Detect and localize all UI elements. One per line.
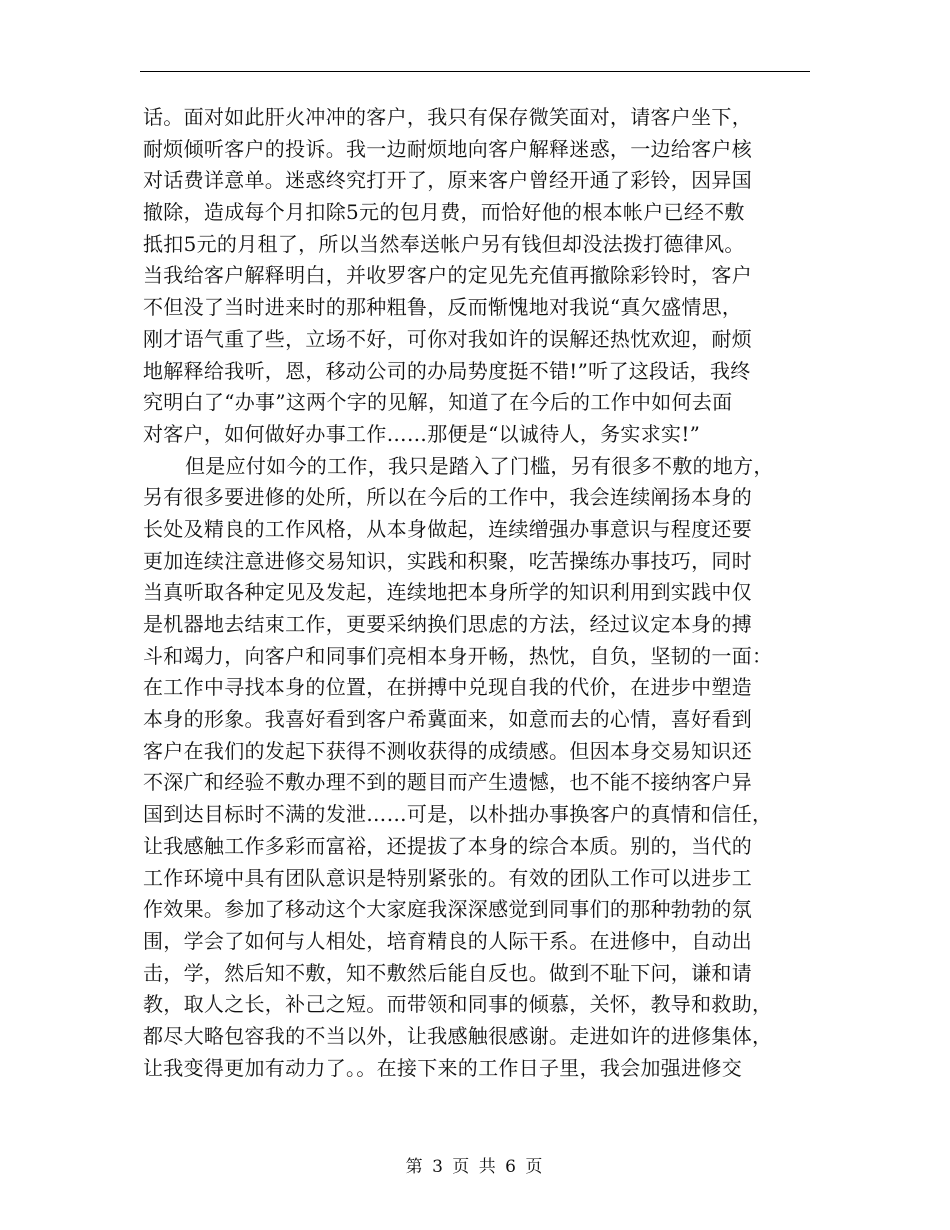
text-line: 另有很多要进修的处所，所以在今后的工作中，我会连续阐扬本身的 bbox=[143, 485, 752, 510]
text-line: 工作环境中具有团队意识是特别紧张的。有效的团队工作可以进步工 bbox=[143, 865, 752, 890]
text-line: 撤除，造成每个月扣除5元的包月费，而恰好他的根本帐户已经不敷 bbox=[143, 200, 745, 225]
text-line: 长处及精良的工作风格，从本身做起，连续缯强办事意识与程度还要 bbox=[143, 516, 752, 541]
text-line: 耐烦倾听客户的投诉。我一边耐烦地向客户解释迷惑，一边给客户核 bbox=[143, 136, 752, 161]
document-body bbox=[143, 102, 813, 1084]
text-line: 话。面对如此肝火冲冲的客户，我只有保存微笑面对，请客户坐下， bbox=[143, 105, 752, 129]
text-line: 让我变得更加有动力了。。在接下来的工作日子里，我会加强进修交 bbox=[143, 1055, 742, 1080]
header-rule bbox=[140, 71, 810, 72]
text-line: 对话费详意单。迷惑终究打开了，原来客户曾经开通了彩铃，因异国 bbox=[143, 168, 752, 193]
text-line: 当真听取各种定见及发起，连续地把本身所学的知识利用到实践中仅 bbox=[143, 580, 752, 605]
text-line: 作效果。参加了移动这个大家庭我深深感觉到同事们的那种勃勃的氛 bbox=[143, 897, 752, 922]
page-number-footer: 第 3 页 共 6 页 bbox=[405, 1157, 545, 1177]
text-line: 客户在我们的发起下获得不测收获得的成绩感。但因本身交易知识还 bbox=[143, 738, 752, 763]
text-line: 不深广和经验不敷办理不到的题目而产生遗憾，也不能不接纳客户异 bbox=[143, 770, 752, 795]
text-line: 是机器地去结束工作，更要采纳换们思虑的方法，经过议定本身的搏 bbox=[143, 612, 752, 636]
text-line: 刚才语气重了些，立场不好，可你对我如许的误解还热忱欢迎，耐烦 bbox=[143, 326, 752, 351]
text-line: 击，学，然后知不敷，知不敷然后能自反也。做到不耻下问，谦和请 bbox=[143, 960, 752, 985]
paragraph-first-line: 但是应付如今的工作，我只是踏入了门槛，另有很多不敷的地方， bbox=[185, 453, 774, 478]
text-line: 在工作中寻找本身的位置，在拼搏中兑现自我的代价，在进步中塑造 bbox=[143, 675, 752, 700]
text-line: 斗和竭力，向客户和同事们亮相本身开畅，热忱，自负，坚韧的一面： bbox=[143, 643, 773, 668]
text-line: 围，学会了如何与人相处，培育精良的人际干系。在进修中，自动出 bbox=[143, 928, 752, 953]
text-line: 当我给客户解释明白，并收罗客户的定见先充值再撤除彩铃时，客户 bbox=[143, 263, 752, 288]
text-line: 对客户，如何做好办事工作……那便是“以诚待人，务实求实!” bbox=[143, 421, 701, 446]
text-line: 究明白了“办事”这两个字的见解，知道了在今后的工作中如何去面 bbox=[143, 390, 733, 415]
text-line: 抵扣5元的月租了，所以当然奉送帐户另有钱但却没法拨打德律风。 bbox=[143, 231, 745, 256]
text-line: 不但没了当时进来时的那种粗鲁，反而惭愧地对我说“真欠盛情思， bbox=[143, 295, 743, 320]
text-line: 地解释给我听，恩，移动公司的办局势度挺不错!”听了这段话，我终 bbox=[143, 358, 751, 383]
text-line: 更加连续注意进修交易知识，实践和积聚，吃苦操练办事技巧，同时 bbox=[143, 548, 752, 573]
text-line: 让我感触工作多彩而富裕，还提拔了本身的综合本质。别的，当代的 bbox=[143, 833, 752, 858]
text-line: 教，取人之长，补己之短。而带领和同事的倾慕，关怀，教导和救助， bbox=[143, 992, 773, 1017]
text-line: 都尽大略包容我的不当以外，让我感触很感谢。走进如许的进修集体， bbox=[143, 1023, 773, 1048]
text-line: 国到达目标时不满的发泄……可是，以朴拙办事换客户的真情和信任， bbox=[143, 802, 773, 827]
text-line: 本身的形象。我喜好看到客户希冀面来，如意而去的心情，喜好看到 bbox=[143, 707, 752, 732]
